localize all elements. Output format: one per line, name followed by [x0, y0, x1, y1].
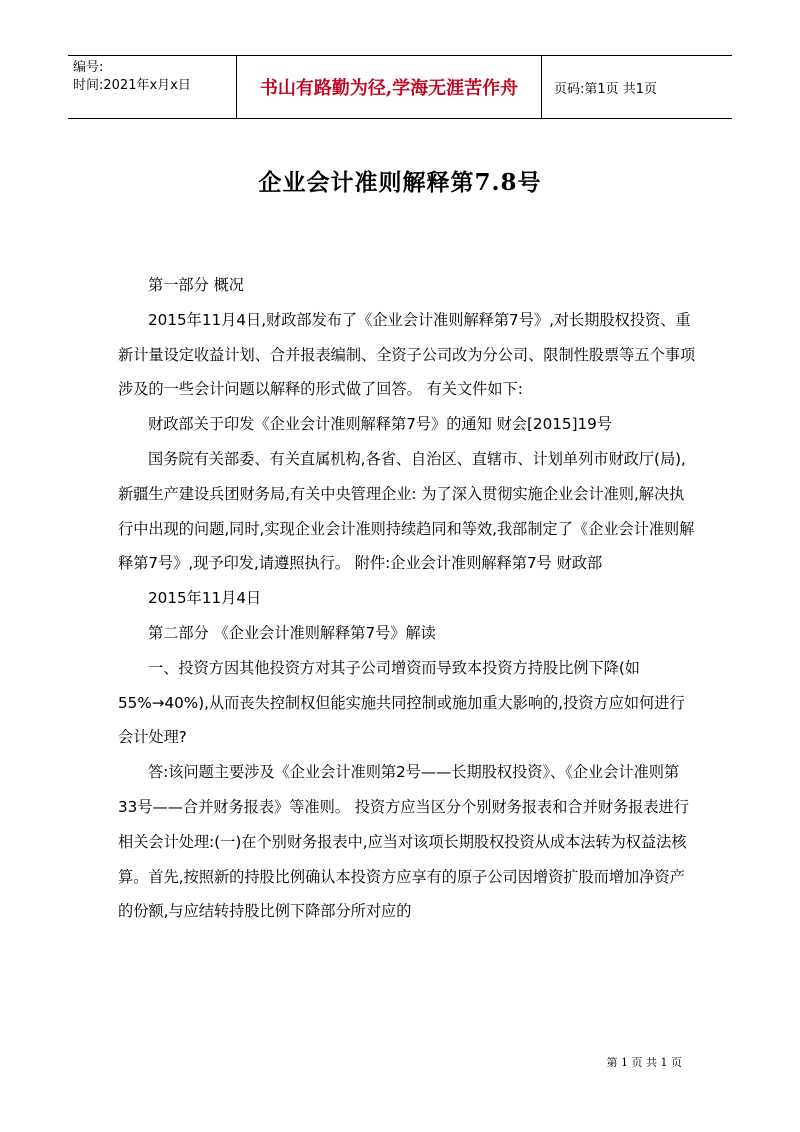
document-number-label: 编号:	[73, 60, 104, 75]
page-header	[68, 55, 732, 119]
paragraph: 一、投资方因其他投资方对其子公司增资而导致本投资方持股比例下降(如55%→40%),从而丧失控制权但能实施共同控制或施加重大影响的,投资方应如何进行会计处理?	[118, 658, 685, 747]
paragraph: 第一部分 概况	[148, 276, 244, 294]
paragraph: 第二部分 《企业会计准则解释第7号》解读	[148, 623, 436, 642]
document-title: 企业会计准则解释第7.8号	[258, 169, 542, 196]
header-motto: 书山有路勤为径,学海无涯苦作舟	[236, 56, 542, 118]
page-footer: 第 1 页 共 1 页	[606, 1056, 682, 1069]
paragraph: 财政部关于印发《企业会计准则解释第7号》的通知 财会[2015]19号	[148, 415, 613, 434]
header-page-label: 页码:第1页 共1页	[554, 81, 658, 97]
paragraph: 2015年11月4日	[148, 589, 262, 608]
paragraph: 国务院有关部委、有关直属机构,各省、自治区、直辖市、计划单列市财政厅(局),新疆生产建设兵团财务局,有关中央管理企业: 为了深入贯彻实施企业会计准则,解决执行中出现的问题,同时,实现企业会计准则持续趋同和等效,我部制定了《企业会计准则解释第7号》,现予印发,请遵照执行。 附件:企业会计准则解释第7号 财政部	[118, 449, 695, 573]
paragraph: 2015年11月4日,财政部发布了《企业会计准则解释第7号》,对长期股权投资、重新计量设定收益计划、合并报表编制、全资子公司改为分公司、限制性股票等五个事项涉及的一些会计问题以解释的形式做了回答。 有关文件如下:	[118, 310, 696, 399]
document-body	[118, 268, 698, 929]
document-time-label: 时间:2021年x月x日	[73, 78, 191, 93]
paragraph: 答:该问题主要涉及《企业会计准则第2号——长期股权投资》、《企业会计准则第33号——合并财务报表》等准则。 投资方应当区分个别财务报表和合并财务报表进行相关会计处理:(一)在个别财务报表中,应当对该项长期股权投资从成本法转为权益法核算。首先,按照新的持股比例确认本投资方应享有的原子公司因增资扩股而增加净资产的份额,与应结转持股比例下降部分所对应的	[118, 763, 689, 921]
header-meta	[68, 56, 236, 118]
